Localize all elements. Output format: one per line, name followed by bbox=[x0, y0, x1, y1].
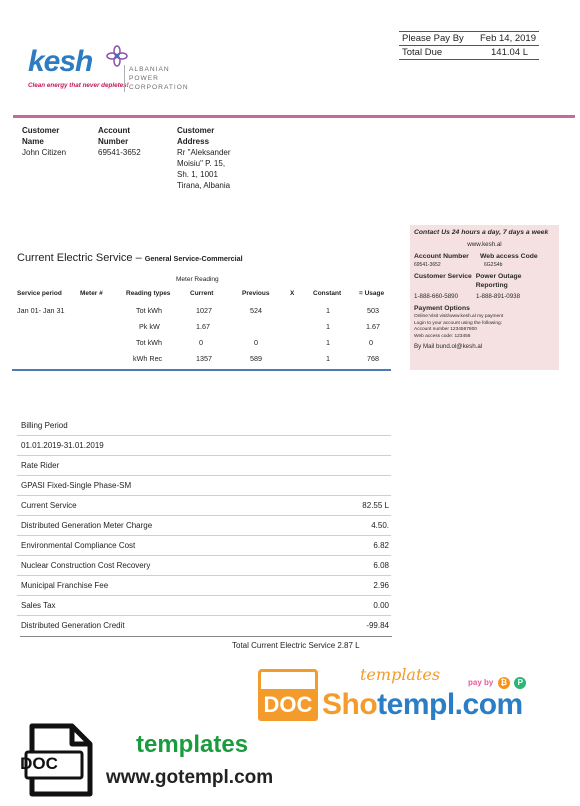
shotempl-part1: Sho bbox=[322, 688, 378, 721]
total-due-row bbox=[399, 45, 539, 60]
header-divider bbox=[13, 115, 575, 118]
outage-label: Power Outage Reporting bbox=[475, 273, 522, 289]
pay-summary bbox=[399, 31, 539, 61]
shotempl-part2: templ.com bbox=[377, 688, 523, 721]
row-divider bbox=[17, 595, 391, 596]
cell-constant: 1 bbox=[326, 338, 330, 347]
logo-corp-line3: CORPORATION bbox=[129, 84, 189, 91]
online-line: Account number 1234567800 bbox=[414, 327, 477, 332]
customer-name-label-2: Name bbox=[22, 137, 44, 146]
col-header: Reading types bbox=[126, 290, 171, 297]
rate-value: GPASI Fixed-Single Phase-SM bbox=[21, 481, 132, 490]
online-line: Login to your account using the following: bbox=[414, 320, 502, 326]
cell-usage: 768 bbox=[367, 354, 379, 363]
charge-value: 82.55 L bbox=[362, 501, 389, 510]
row-divider bbox=[17, 515, 391, 516]
logo-corp-line2: POWER bbox=[129, 75, 159, 82]
logo-brand: kesh bbox=[28, 45, 93, 78]
cell-constant: 1 bbox=[326, 306, 330, 315]
p-coin-icon: P bbox=[514, 677, 526, 689]
website-link[interactable]: www.kesh.al bbox=[467, 241, 502, 248]
cell-constant: 1 bbox=[326, 322, 330, 331]
templates-script: templates bbox=[360, 665, 441, 684]
customer-name-label: Customer bbox=[22, 126, 60, 135]
customer-service-label: Customer Service bbox=[414, 273, 472, 280]
charge-value: -99.84 bbox=[366, 621, 389, 630]
account-number-block bbox=[98, 125, 141, 158]
cell-usage: 503 bbox=[367, 306, 379, 315]
cell-previous: 0 bbox=[254, 338, 258, 347]
web-code-value: 6G2S4b bbox=[484, 262, 503, 268]
pay-by-label: Please Pay By bbox=[402, 33, 464, 44]
cell-constant: 1 bbox=[326, 354, 330, 363]
total-divider bbox=[20, 636, 392, 637]
cell-previous: 589 bbox=[250, 354, 262, 363]
cell-type: Tot kWh bbox=[136, 338, 162, 347]
charge-label: Municipal Franchise Fee bbox=[21, 581, 109, 590]
charge-label: Distributed Generation Credit bbox=[21, 621, 125, 630]
bitcoin-icon: ₿ bbox=[498, 677, 510, 689]
logo-corp-line1: ALBANIAN bbox=[129, 66, 170, 73]
service-title-text: Current Electric Service – bbox=[17, 252, 145, 264]
account-label: Account bbox=[98, 126, 130, 135]
contact-account-label: Account Number bbox=[414, 253, 469, 260]
cell-period: Jan 01- Jan 31 bbox=[17, 306, 65, 315]
col-header: Previous bbox=[242, 290, 270, 297]
meter-reading-label: Meter Reading bbox=[176, 276, 219, 283]
pay-by-text: pay by bbox=[468, 678, 494, 687]
payment-options-label: Payment Options bbox=[414, 305, 470, 312]
row-divider bbox=[17, 475, 391, 476]
pay-by-row bbox=[399, 31, 539, 45]
address-line: Rr "Aleksander bbox=[177, 148, 231, 157]
contact-info-box bbox=[410, 225, 559, 370]
row-divider bbox=[17, 575, 391, 576]
col-header: X bbox=[290, 290, 295, 297]
account-label-2: Number bbox=[98, 137, 129, 146]
charge-value: 4.50. bbox=[371, 521, 389, 530]
charge-label: Nuclear Construction Cost Recovery bbox=[21, 561, 151, 570]
charge-value: 6.82 bbox=[373, 541, 389, 550]
charge-label: Current Service bbox=[21, 501, 77, 510]
customer-service-phone: 1-888-660-5890 bbox=[414, 293, 459, 300]
company-logo bbox=[26, 45, 201, 97]
charge-value: 6.08 bbox=[373, 561, 389, 570]
cell-type: kWh Rec bbox=[133, 354, 163, 363]
customer-name: John Citizen bbox=[22, 148, 67, 157]
service-divider bbox=[12, 369, 391, 371]
col-header: = Usage bbox=[359, 290, 385, 297]
address-label-2: Address bbox=[177, 137, 210, 146]
service-subtitle: General Service-Commercial bbox=[144, 254, 243, 263]
doc-badge: DOC bbox=[258, 689, 318, 721]
address-line: Moisiu" P. 15, bbox=[177, 159, 226, 168]
cell-previous: 524 bbox=[250, 306, 262, 315]
cell-current: 1357 bbox=[196, 354, 212, 363]
cell-usage: 0 bbox=[369, 338, 373, 347]
outage-phone: 1-888-891-0938 bbox=[476, 293, 521, 300]
cell-usage: 1.67 bbox=[366, 322, 380, 331]
row-divider bbox=[17, 615, 391, 616]
address-line: Tirana, Albania bbox=[177, 181, 231, 190]
online-line: Online:Visit visit/www.kesh.al my payment bbox=[414, 314, 504, 319]
address-line: Sh. 1, 1001 bbox=[177, 170, 218, 179]
templates-green-text: templates bbox=[136, 731, 249, 758]
charge-label: Sales Tax bbox=[21, 601, 56, 610]
charge-label: Distributed Generation Meter Charge bbox=[21, 521, 153, 530]
account-number: 69541-3652 bbox=[98, 148, 141, 157]
cell-type: Tot kWh bbox=[136, 306, 162, 315]
service-title bbox=[17, 252, 243, 264]
total-due-value: 141.04 L bbox=[491, 47, 528, 58]
row-divider bbox=[17, 435, 391, 436]
billing-period-value: 01.01.2019-31.01.2019 bbox=[21, 441, 104, 450]
row-divider bbox=[17, 555, 391, 556]
cell-current: 1.67 bbox=[196, 322, 210, 331]
row-divider bbox=[17, 495, 391, 496]
col-header: Constant bbox=[313, 290, 342, 297]
cell-type: Pk kW bbox=[139, 322, 160, 331]
col-header: Service period bbox=[17, 290, 62, 297]
contact-account-value: 69541-3652 bbox=[414, 262, 441, 268]
web-code-label: Web access Code bbox=[480, 253, 538, 260]
cell-current: 0 bbox=[199, 338, 203, 347]
col-header: Current bbox=[190, 290, 214, 297]
charge-label: Environmental Compliance Cost bbox=[21, 541, 136, 550]
templates-script-text bbox=[360, 665, 440, 685]
pay-by-value: Feb 14, 2019 bbox=[480, 33, 536, 44]
rate-rider-label: Rate Rider bbox=[21, 461, 60, 470]
flower-icon bbox=[106, 45, 128, 67]
shotempl-logo bbox=[322, 688, 523, 722]
mail-option: By Mail bund.ol@kesh.al bbox=[414, 343, 483, 350]
contact-hours: Contact Us 24 hours a day, 7 days a week bbox=[414, 229, 549, 236]
total-current-service: Total Current Electric Service 2.87 L bbox=[232, 641, 360, 650]
doc-icon-text: DOC bbox=[20, 754, 58, 773]
col-header: Meter # bbox=[80, 290, 103, 297]
customer-name-block bbox=[22, 125, 66, 158]
logo-corp-name bbox=[124, 65, 189, 92]
row-divider bbox=[17, 535, 391, 536]
logo-tagline: Clean energy that never depletes! bbox=[28, 82, 129, 89]
row-divider bbox=[17, 455, 391, 456]
cell-current: 1027 bbox=[196, 306, 212, 315]
customer-address-block bbox=[177, 125, 231, 191]
address-label: Customer bbox=[177, 126, 215, 135]
billing-period-label: Billing Period bbox=[21, 421, 68, 430]
charge-value: 0.00 bbox=[373, 601, 389, 610]
total-due-label: Total Due bbox=[402, 47, 443, 58]
online-line: Web access code: 123456 bbox=[414, 333, 471, 339]
charge-value: 2.96 bbox=[373, 581, 389, 590]
gotempl-url[interactable]: www.gotempl.com bbox=[106, 767, 274, 788]
